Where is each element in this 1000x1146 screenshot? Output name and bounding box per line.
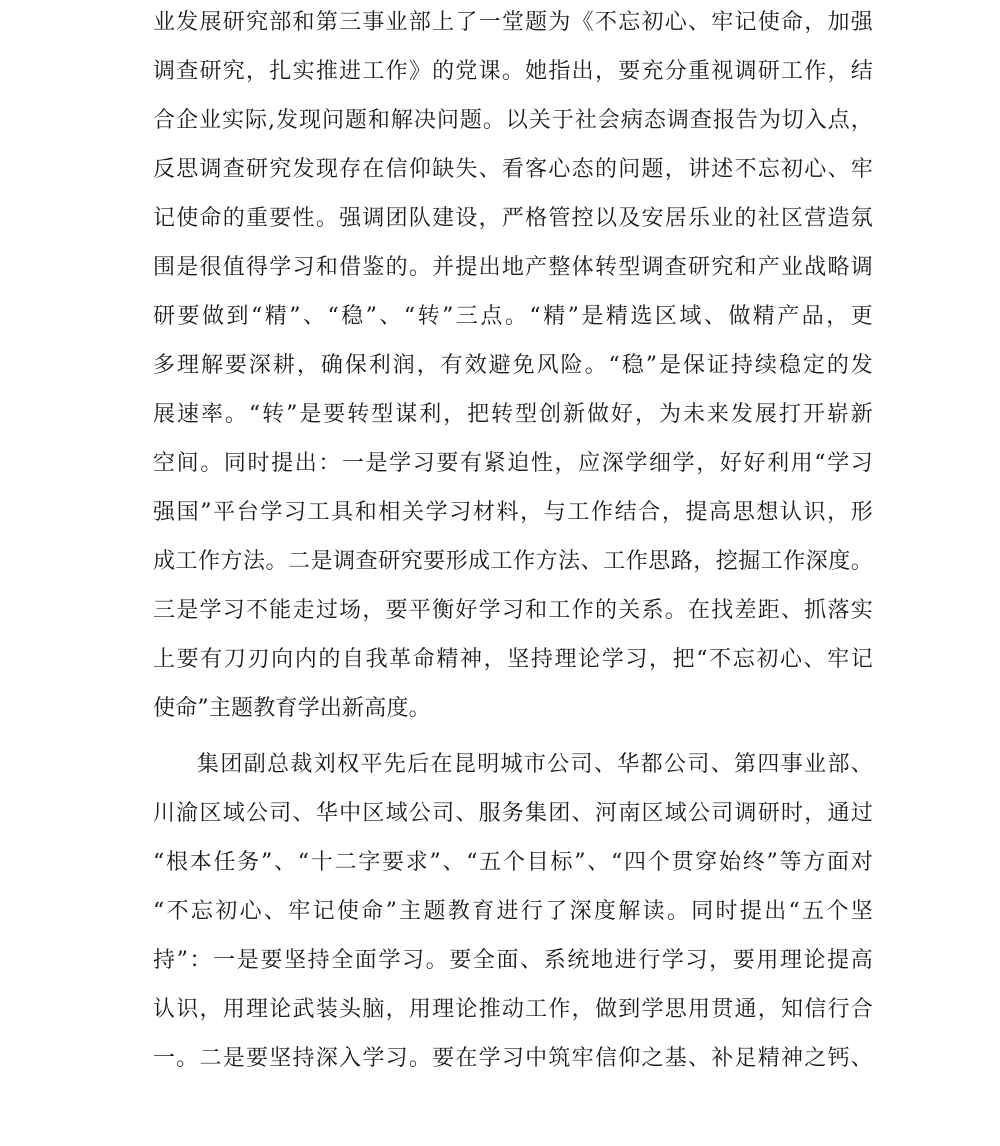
paragraph-2-line-1: 集团副总裁刘权平先后在昆明城市公司、华都公司、第四事业部、 — [197, 752, 873, 777]
paragraph-1-line-10: 空间。同时提出：一是学习要有紧迫性，应深学细学，好好利用“学习 — [153, 451, 873, 476]
paragraph-1-line-5: 记使命的重要性。强调团队建设，严格管控以及安居乐业的社区营造氛 — [153, 206, 873, 231]
paragraph-2-line-4: “不忘初心、牢记使命”主题教育进行了深度解读。同时提出“五个坚 — [153, 899, 873, 924]
paragraph-2-line-7: 一。二是要坚持深入学习。要在学习中筑牢信仰之基、补足精神之钙、 — [153, 1046, 873, 1071]
paragraph-2-line-5: 持”：一是要坚持全面学习。要全面、系统地进行学习，要用理论提高 — [153, 948, 873, 973]
paragraph-1-line-1: 业发展研究部和第三事业部上了一堂题为《不忘初心、牢记使命，加强 — [153, 10, 873, 35]
paragraph-1-line-14: 上要有刀刃向内的自我革命精神，坚持理论学习，把“不忘初心、牢记 — [153, 647, 873, 672]
paragraph-1-line-11: 强国”平台学习工具和相关学习材料，与工作结合，提高思想认识，形 — [153, 500, 873, 525]
paragraph-1-line-12: 成工作方法。二是调查研究要形成工作方法、工作思路，挖掘工作深度。 — [153, 549, 873, 574]
paragraph-2-line-2: 川渝区域公司、华中区域公司、服务集团、河南区域公司调研时，通过 — [153, 801, 873, 826]
paragraph-1-line-13: 三是学习不能走过场，要平衡好学习和工作的关系。在找差距、抓落实 — [153, 598, 873, 623]
paragraph-1-line-6: 围是很值得学习和借鉴的。并提出地产整体转型调查研究和产业战略调 — [153, 255, 873, 280]
paragraph-1-line-7: 研要做到“精”、“稳”、“转”三点。“精”是精选区域、做精产品，更 — [153, 304, 873, 329]
paragraph-1-line-8: 多理解要深耕，确保利润，有效避免风险。“稳”是保证持续稳定的发 — [153, 353, 873, 378]
paragraph-1-line-4: 反思调查研究发现存在信仰缺失、看客心态的问题，讲述不忘初心、牢 — [153, 157, 873, 182]
paragraph-1-line-9: 展速率。“转”是要转型谋利，把转型创新做好，为未来发展打开崭新 — [153, 402, 873, 427]
paragraph-2-line-6: 认识，用理论武装头脑，用理论推动工作，做到学思用贯通，知信行合 — [153, 997, 873, 1022]
paragraph-2-line-3: “根本任务”、“十二字要求”、“五个目标”、“四个贯穿始终”等方面对 — [153, 850, 873, 875]
paragraph-1-line-2: 调查研究，扎实推进工作》的党课。她指出，要充分重视调研工作，结 — [153, 59, 873, 84]
paragraph-1-line-3: 合企业实际,发现问题和解决问题。以关于社会病态调查报告为切入点， — [153, 108, 873, 133]
paragraph-1-line-15: 使命”主题教育学出新高度。 — [153, 696, 431, 721]
